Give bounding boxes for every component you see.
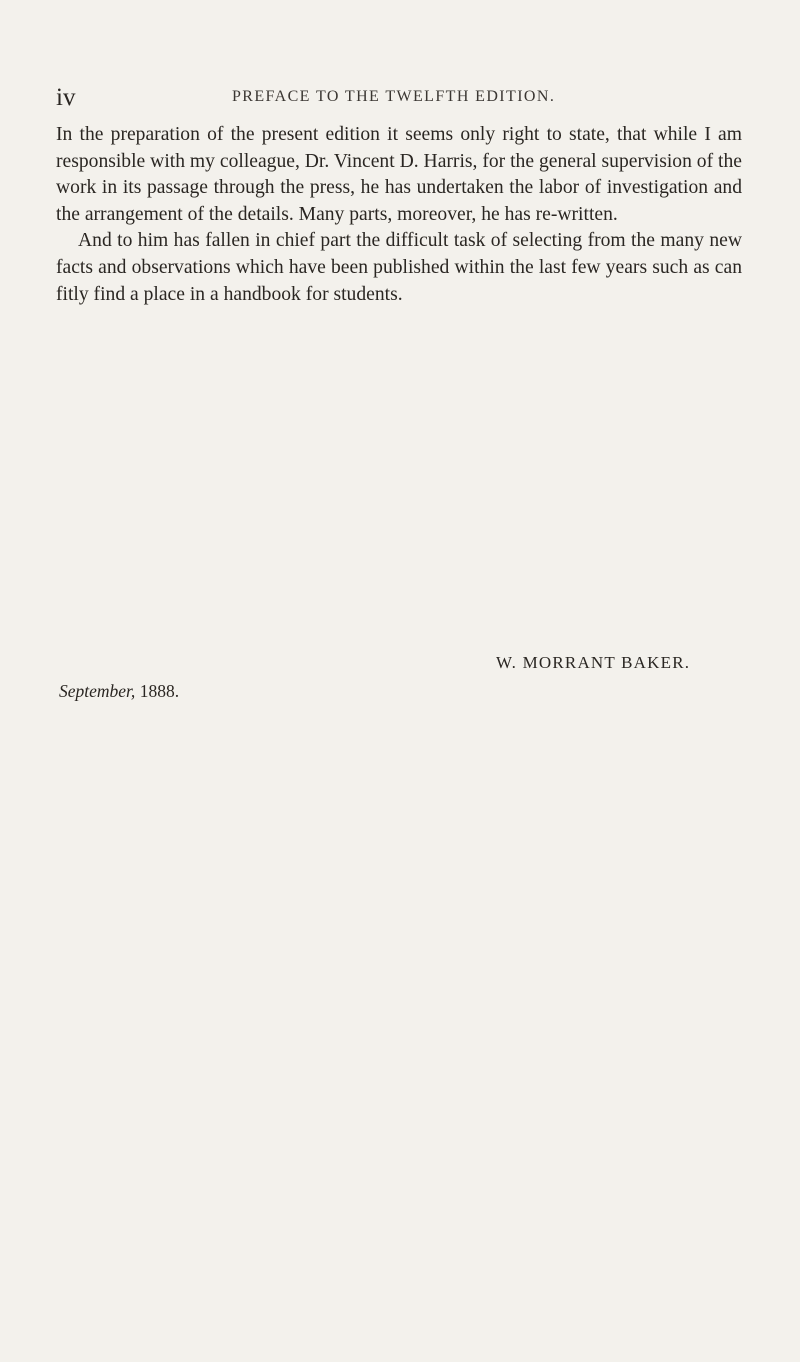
date-year: 1888.	[139, 681, 180, 701]
author-signature: W. MORRANT BAKER.	[496, 653, 691, 672]
page-header	[56, 84, 706, 112]
paragraph-2: And to him has fallen in chief part the difficult task of selecting from the many new facts and observations which have been published within the last few years such as can fitly find a place in a handbook for students.	[56, 230, 742, 305]
date-month: September,	[59, 681, 136, 701]
page-number: iv	[56, 84, 76, 111]
preface-body	[56, 122, 742, 308]
preface-date	[59, 681, 179, 702]
running-head: PREFACE TO THE TWELFTH EDITION.	[232, 88, 556, 105]
paragraph-1: In the preparation of the present edition it seems only right to state, that while I am responsible with my colleague, Dr. Vincent D. Harris, for the general supervision of the work in its passage through the press, he has undertaken the labor of investigation and the arrangement of the details. Many parts, moreover, he has re-written.	[56, 124, 742, 225]
